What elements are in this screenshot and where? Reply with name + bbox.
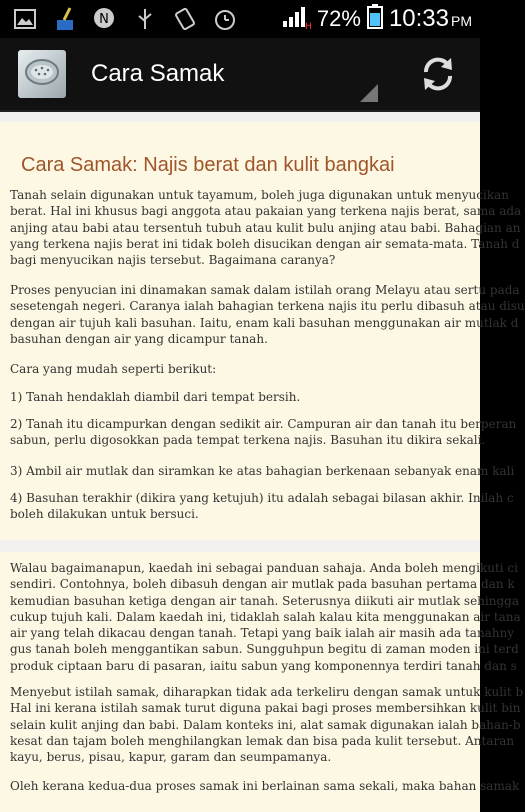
text-line: Walau bagaimanapun, kaedah ini sebagai panduan sahaja. Anda boleh mengikuti ci [10, 561, 518, 575]
paragraph-10 [10, 778, 520, 794]
paragraph-2 [10, 282, 525, 347]
text-line: sendiri. Contohnya, boleh dibasuh dengan air mutlak pada basuhan pertama dan k [10, 577, 515, 592]
screen-rotation-icon [172, 6, 198, 32]
text-line: Menyebut istilah samak, diharapkan tidak ada terkeliru dengan samak untuk kulit b [10, 685, 524, 699]
battery-percent: 72% [316, 5, 361, 31]
text-line: dengan air tujuh kali basuhan. Iaitu, enam kali basuhan menggunakan air mutlak d [10, 315, 519, 330]
text-line: Proses penyucian ini dinamakan samak dalam istilah orang Melayu atau sertu pada [10, 283, 520, 297]
article-scroll-area[interactable] [0, 112, 525, 800]
text-line: 4) Basuhan terakhir (dikira yang ketujuh) itu adalah sebagai bilasan akhir. Inilah c [10, 491, 514, 505]
text-line: sesetengah negeri. Caranya ialah bahagian terkena najis itu perlu dibasuh atau disu [10, 299, 525, 314]
clock [389, 5, 472, 33]
notification-icons [12, 6, 238, 32]
paragraph-5 [10, 416, 517, 449]
text-line: Hal ini kerana istilah samak turut diguna pakai bagi proses membersihkan kulit bin [10, 701, 521, 716]
text-line: 1) Tanah hendaklah diambil dari tempat bersih. [10, 390, 301, 404]
text-line: kemudian basuhan ketiga dengan air tanah. Seterusnya diikuti air mutlak sehingga [10, 593, 519, 608]
text-line: produk ciptaan baru di pasaran, iaitu sabun yang komponennya terdiri tanah dan s [10, 658, 517, 673]
cleaner-broom-icon [52, 6, 78, 32]
article-heading: Cara Samak: Najis berat dan kulit bangkai [21, 154, 395, 176]
app-logo-shower-icon[interactable] [18, 50, 66, 98]
usb-icon [132, 6, 158, 32]
paragraph-9 [10, 684, 524, 765]
text-line: bagi menyucikan najis tersebut. Bagaimana caranya? [10, 253, 336, 268]
text-line: kesat dan tajam boleh menghilangkan lemak dan bisa pada kulit tersebut. Antaran [10, 733, 515, 748]
paragraph-1 [10, 187, 522, 268]
text-line: selain kulit anjing dan babi. Dalam konteks ini, alat samak digunakan ialah bahan-b [10, 717, 521, 732]
overflow-indicator [360, 84, 378, 102]
text-line: Tanah selain digunakan untuk tayamum, boleh juga digunakan untuk menyucikan [10, 188, 509, 202]
text-line: 2) Tanah itu dicampurkan dengan sedikit air. Campuran air dan tanah itu berperan [10, 417, 517, 431]
svg-text:H: H [304, 22, 312, 32]
text-line: yang terkena najis berat ini tidak boleh disucikan dengan air semata-mata. Tanah d [10, 236, 520, 251]
paragraph-4 [10, 389, 510, 405]
n-notification-icon [92, 6, 118, 32]
app-title: Cara Samak [91, 60, 225, 87]
paragraph-3 [10, 361, 510, 377]
battery-icon [367, 3, 383, 34]
text-line: 3) Ambil air mutlak dan siramkan ke atas bahagian berkenaan sebanyak enam kali [10, 464, 515, 478]
status-bar [0, 0, 480, 38]
paragraph-6 [10, 463, 515, 479]
svg-text:N: N [99, 12, 109, 27]
gallery-icon [12, 6, 38, 32]
text-line: boleh dilakukan untuk bersuci. [10, 507, 199, 522]
paragraph-8 [10, 560, 521, 674]
system-icons [281, 3, 472, 34]
clock-time: 10:33 [388, 4, 449, 32]
text-line: Oleh kerana kedua-dua proses samak ini berlainan sama sekali, maka bahan samak [10, 779, 520, 793]
text-line: anjing atau babi atau tersentuh tubuh atau kulit bulu anjing atau babi. Bahagian an [10, 220, 521, 235]
text-line: gus tanah boleh menggantikan sabun. Sungguhpun begitu di zaman moden ini terd [10, 642, 519, 657]
article-panel-1 [0, 122, 525, 540]
paragraph-7 [10, 490, 514, 523]
text-line: air yang telah dikacau dengan tanah. Tetapi yang baik ialah air masih ada tanahny [10, 626, 515, 641]
text-line: basuhan dengan air yang dicampur tanah. [10, 331, 268, 346]
text-line: kayu, berus, pisau, kapur, garam dan seumpamanya. [10, 750, 332, 765]
action-bar [0, 38, 480, 112]
refresh-icon [418, 54, 458, 94]
article-panel-2 [0, 552, 524, 812]
clock-ampm: PM [451, 12, 472, 29]
text-line: sabun, perlu digosokkan pada tempat terkena najis. Basuhan itu dikira sekali. [10, 433, 486, 448]
refresh-button[interactable] [418, 54, 458, 94]
alarm-icon [212, 6, 238, 32]
text-line: cukup tujuh kali. Dalam kaedah ini, tidaklah salah kalau kita menggunakan air tana [10, 609, 521, 624]
signal-icon [281, 3, 311, 34]
text-line: Cara yang mudah seperti berikut: [10, 362, 217, 376]
text-line: berat. Hal ini khusus bagi anggota atau pakaian yang terkena najis berat, sama ada [10, 204, 522, 219]
